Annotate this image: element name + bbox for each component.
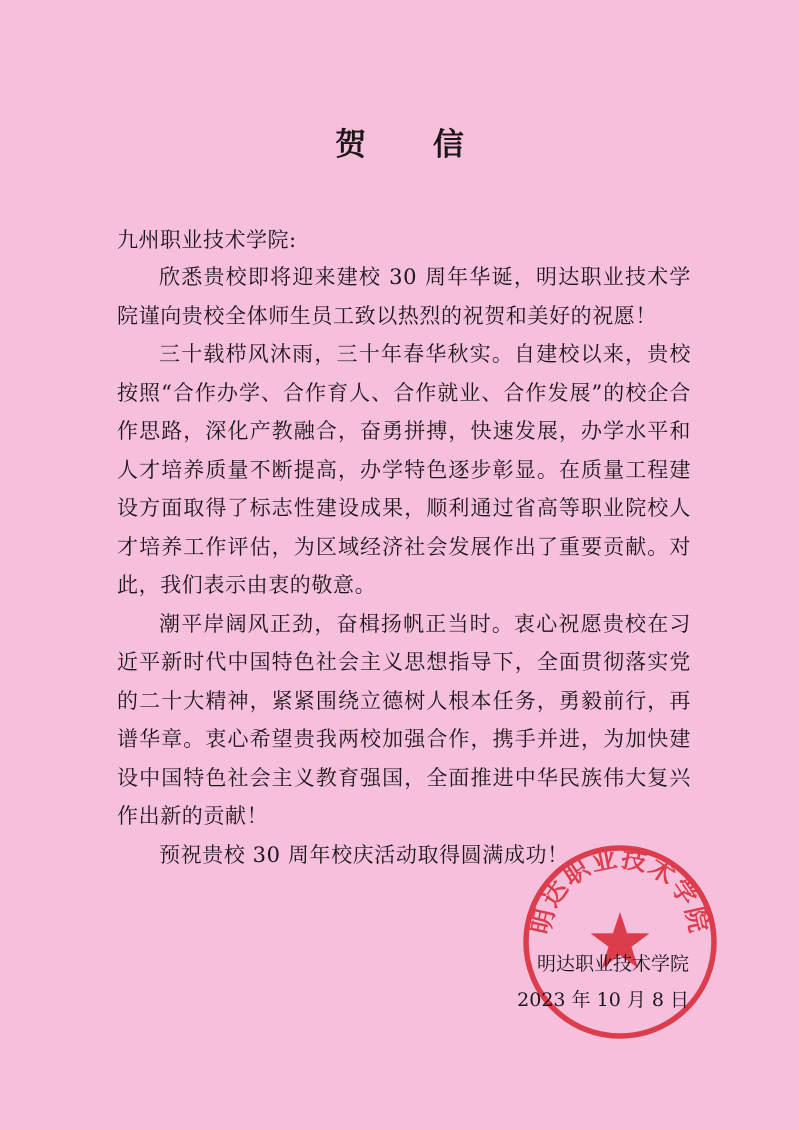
letter-body — [117, 258, 691, 874]
letter-title: 贺 信 — [335, 127, 492, 163]
salutation: 九州职业技术学院: — [117, 228, 297, 252]
official-seal-icon — [520, 842, 720, 1042]
paragraph: 潮平岸阔风正劲，奋楫扬帆正当时。衷心祝愿贵校在习近平新时代中国特色社会主义思想指导下，全面贯彻落实党的二十大精神，紧紧围绕立德树人根本任务，勇毅前行，再谱华章。衷心希望贵我两校加强合作，携手并进，为加快建设中国特色社会主义教育强国，全面推进中华民族伟大复兴作出新的贡献！ — [117, 611, 691, 828]
paragraph: 三十载栉风沐雨，三十年春华秋实。自建校以来，贵校按照“合作办学、合作育人、合作就业、合作发展”的校企合作思路，深化产教融合，奋勇拼搏，快速发展，办学水平和人才培养质量不断提高，办学特色逐步彰显。在质量工程建设方面取得了标志性建设成果，顺利通过省高等职业院校人才培养工作评估，为区域经济社会发展作出了重要贡献。对此，我们表示由衷的敬意。 — [117, 342, 691, 597]
paragraph: 欣悉贵校即将迎来建校 30 周年华诞，明达职业技术学院谨向贵校全体师生员工致以热烈的祝贺和美好的祝愿！ — [117, 265, 691, 328]
sender-name: 明达职业技术学院 — [536, 953, 689, 975]
seal-text: 明达职业技术学院 — [526, 843, 714, 937]
paragraph: 预祝贵校 30 周年校庆活动取得圆满成功！ — [159, 842, 569, 867]
seal-star-icon — [591, 912, 650, 968]
letter-date: 2023 年 10 月 8 日 — [517, 989, 689, 1011]
